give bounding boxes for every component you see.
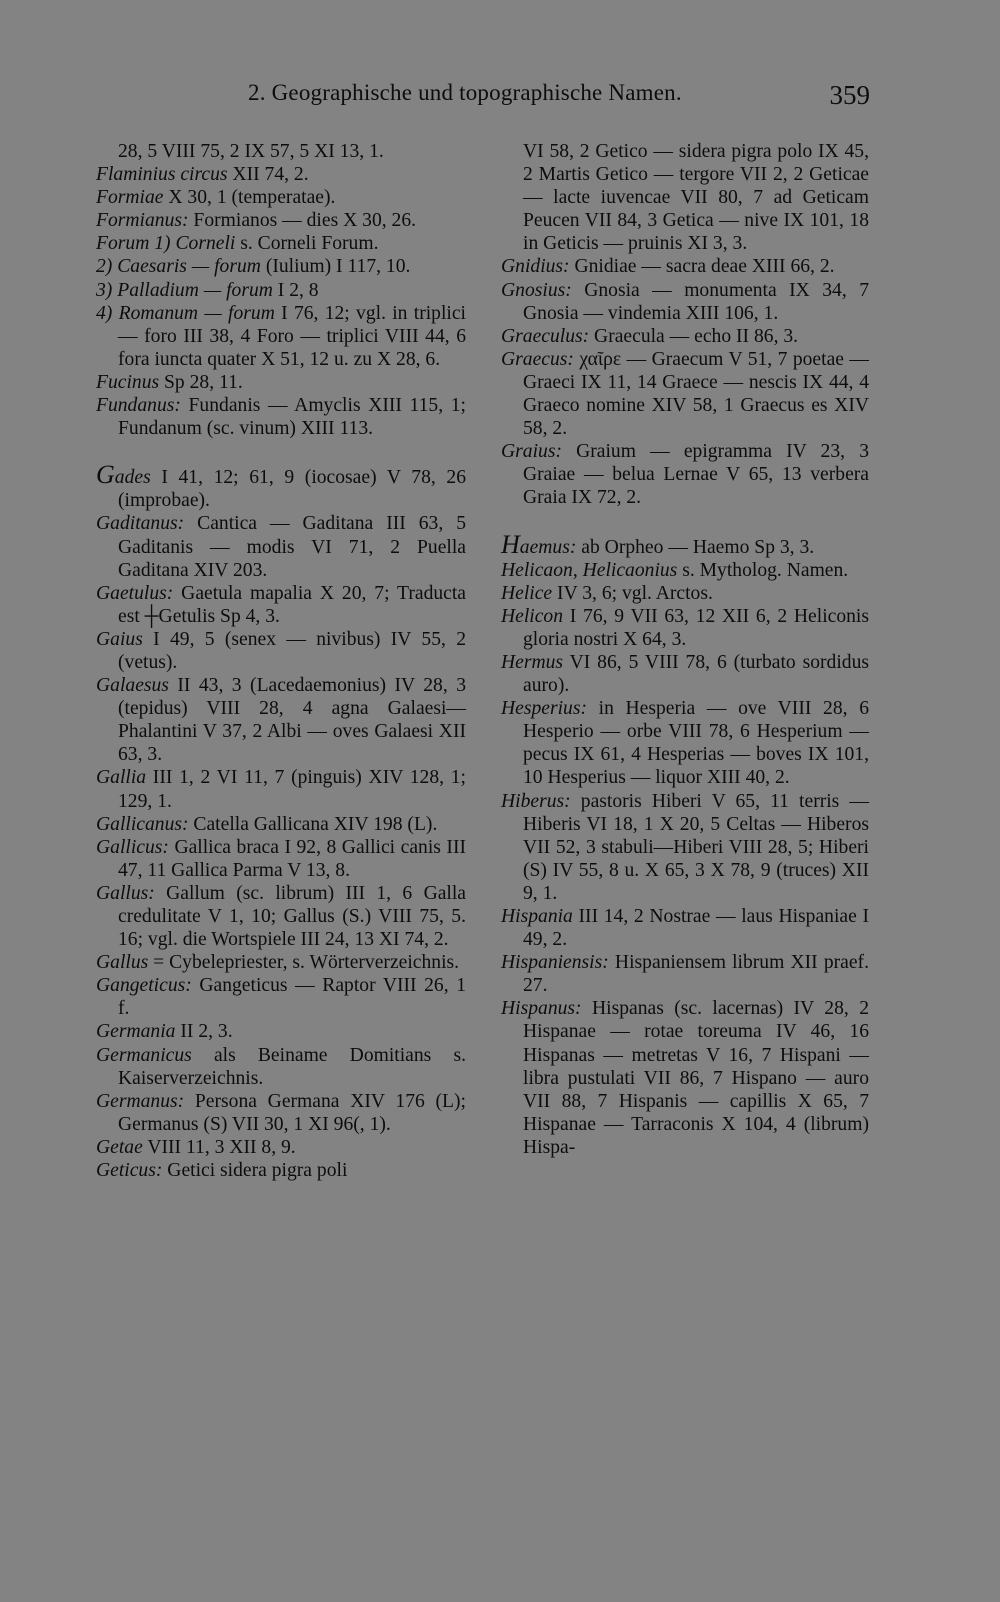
entry-headword: 4) Romanum — forum [96,302,275,324]
entry-headword: Gangeticus: [96,975,192,997]
entry-headword: aemus: [519,536,577,558]
entry-headword: Helice [501,582,553,604]
entry-headword: Hesperius: [501,698,587,720]
entry-headword: Fundanus: [96,395,181,417]
entry-headword: Flaminius circus [96,164,228,186]
index-entry [501,348,869,440]
entry-headword: Gallia [96,767,147,789]
entry-text: Gaetula mapalia X 20, 7; Traducta est ┼Getulis Sp 4, 3. [118,582,466,627]
index-entry [96,836,466,882]
entry-headword: Germanus: [96,1090,185,1112]
entry-text: IV 3, 6; vgl. Arctos. [552,582,713,604]
entry-headword: Formiae [96,187,164,209]
entry-headword: Gallicanus: [96,813,189,835]
index-entry [96,1090,466,1136]
index-entry [501,279,869,325]
entry-text: I 41, 12; 61, 9 (iocosae) V 78, 26 (improbae). [118,467,466,512]
entry-text: Cantica — Gaditana III 63, 5 Gaditanis — modis VI 71, 2 Puella Gaditana XIV 203. [118,513,466,581]
index-entry [96,813,466,836]
running-title: 2. Geographische und topographische Namen. [248,80,682,105]
entry-text: ab Orpheo — Haemo Sp 3, 3. [576,536,815,558]
entry-text: Sp 28, 11. [159,371,243,393]
entry-text: X 30, 1 (temperatae). [163,187,336,209]
entry-text: I 76, 12; vgl. in triplici — foro III 38, 4 Foro — triplici VIII 44, 6 fora iuncta quater X 51, 12 u. zu X 28, 6. [118,302,466,370]
index-entry [501,605,869,651]
entry-headword: Forum 1) Corneli [96,233,236,255]
section-gap [96,440,466,463]
index-entry [501,529,869,559]
entry-text: Gallum (sc. librum) III 1, 6 Galla credulitate V 1, 10; Gallus (S.) VIII 75, 5. 16; vgl. die Wortspiele III 24, 13 XI 74, 2. [118,882,466,951]
left-column [96,140,466,1182]
entry-headword: Gallus: [96,882,155,904]
entry-text: VIII 11, 3 XII 8, 9. [142,1136,296,1158]
entry-headword: Graecus: [501,348,574,370]
index-entry [501,440,869,509]
entry-headword: Hispanus: [501,998,582,1020]
entry-text: (Iulium) I 117, 10. [260,256,411,278]
index-entry [96,232,466,255]
index-entry [96,1020,466,1043]
entry-text: III 1, 2 VI 11, 7 (pinguis) XIV 128, 1; 129, 1. [118,767,466,812]
entry-headword: Hermus [501,651,564,673]
entry-headword: Germania [96,1021,176,1043]
index-entry [96,1159,466,1182]
entry-headword: Helicaon, Helicaonius [501,559,678,581]
section-initial: G [96,460,115,490]
entry-text: Gallica braca I 92, 8 Gallici canis III 47, 11 Gallica Parma V 13, 8. [118,836,466,881]
index-entry [96,186,466,209]
entry-text: s. Mytholog. Namen. [677,559,849,581]
entry-text: Hispaniensem librum XII praef. 27. [523,952,869,997]
entry-headword: Helicon [501,605,564,627]
entry-headword: Graius: [501,441,562,463]
entry-headword: Gaetulus: [96,582,174,604]
entry-text: I 76, 9 VII 63, 12 XII 6, 2 Heliconis gloria nostri X 64, 3. [523,605,869,650]
entry-headword: Graeculus: [501,325,590,347]
index-entry [501,651,869,697]
page-header [100,80,870,116]
index-entry [96,394,466,440]
index-entry [96,512,466,581]
index-entry [96,302,466,371]
index-entry [501,559,869,582]
entry-headword: Hiberus: [501,790,571,812]
page-number: 359 [829,80,870,110]
entry-text: VI 58, 2 Getico — sidera pigra polo IX 45, 2 Martis Getico — tergore VII 2, 2 Geticae — lacte iuvencae VII 80, 7 ad Geticam Peucen VII 84, 3 Getica — nive IX 101, 18 in Geticis — pruinis XI 3, 3. [523,141,869,255]
entry-text: 28, 5 VIII 75, 2 IX 57, 5 XI 13, 1. [118,141,384,162]
entry-headword: Formianus: [96,210,189,232]
index-entry [96,766,466,812]
entry-text: Fundanis — Amyclis XIII 115, 1; Fundanum (sc. vinum) XIII 113. [118,395,466,440]
section-initial: H [501,529,520,559]
index-entry [96,163,466,186]
entry-text: pastoris Hiberi V 65, 11 terris — Hiberis VI 18, 1 X 20, 5 Celtas — Hiberos VII 52, 3 stabuli—Hiberi VIII 28, 5; Hiberi (S) IV 55, 8 u. X 65, 3 X 78, 9 (truces) XII 9, 1. [523,790,869,904]
entry-text: Formianos — dies X 30, 26. [188,210,417,232]
entry-text: als Beiname Domitians s. Kaiserverzeichnis. [118,1044,466,1089]
entry-text: Graecula — echo II 86, 3. [589,325,799,347]
entry-headword: Geticus: [96,1160,163,1182]
entry-headword: Gaius [96,628,143,650]
entry-text: in Hesperia — ove VIII 28, 6 Hesperio — orbe VIII 78, 6 Hesperium — pecus IX 61, 4 Hesperias — boves IX 101, 10 Hesperius — liquor XIII 40, 2. [523,698,869,789]
index-entry [96,255,466,278]
index-entry [501,951,869,997]
entry-text: = Cybelepriester, s. Wörterverzeichnis. [148,952,460,974]
entry-text: Hispanas (sc. lacernas) IV 28, 2 Hispanae — rotae toreuma IV 46, 16 Hispanas — metretas V 16, 7 Hispani — libra pustulati VII 86, 7 Hispano — auro VII 88, 7 Hispanis — capillis X 65, 7 Hispanae — Tarraconis X 104, 4 (librum) Hispa- [523,998,869,1158]
entry-text: I 2, 8 [272,279,319,301]
index-entry-continuation [96,140,466,163]
entry-text: VI 86, 5 VIII 78, 6 (turbato sordidus auro). [523,651,869,697]
entry-headword: Gallus [96,952,149,974]
entry-text: χαῖρε — Graecum V 51, 7 poetae — Graeci IX 11, 14 Graece — nescis IX 44, 4 Graeco nomine XIV 58, 1 Graecus es XIV 58, 2. [523,348,869,440]
entry-text: II 43, 3 (Lacedaemonius) IV 28, 3 (tepidus) VIII 28, 4 agna Galaesi—Phalantini V 37, 2 Albi — oves Galaesi XII 63, 3. [118,675,466,766]
index-entry [96,951,466,974]
entry-text: I 49, 5 (senex — nivibus) IV 55, 2 (vetus). [118,628,466,673]
index-entry [501,255,869,278]
entry-text: III 14, 2 Nostrae — laus Hispaniae I 49, 2. [523,906,869,951]
entry-headword: ades [114,467,151,489]
entry-text: Graium — epigramma IV 23, 3 Graiae — belua Lernae V 65, 13 verbera Graia IX 72, 2. [523,441,869,509]
index-entry-continuation [501,140,869,255]
index-entry [96,674,466,766]
index-entry [96,1136,466,1159]
index-entry [96,582,466,628]
entry-headword: Gnidius: [501,256,570,278]
entry-headword: Getae [96,1136,143,1158]
section-gap [501,510,869,533]
entry-text: XII 74, 2. [227,164,309,186]
entry-headword: Gallicus: [96,836,169,858]
entry-headword: Hispaniensis: [501,952,609,974]
index-entry [96,882,466,951]
index-entry [501,905,869,951]
entry-text: Gnidiae — sacra deae XIII 66, 2. [569,256,835,278]
index-entry [96,974,466,1020]
entry-headword: Germanicus [96,1044,192,1066]
right-column [501,140,869,1159]
entry-text: Catella Gallicana XIV 198 (L). [188,813,438,835]
index-entry [96,279,466,302]
entry-headword: 2) Caesaris — forum [96,256,261,278]
index-entry [96,209,466,232]
entry-text: Getici sidera pigra poli [162,1160,348,1182]
entry-text: s. Corneli Forum. [235,233,379,255]
entry-headword: Galaesus [96,675,169,697]
index-entry [501,790,869,905]
index-entry [501,325,869,348]
index-entry [501,582,869,605]
entry-text: Gangeticus — Raptor VIII 26, 1 f. [118,975,466,1020]
index-entry [501,997,869,1159]
entry-headword: Gaditanus: [96,513,185,535]
index-entry [96,371,466,394]
entry-headword: Hispania [501,906,573,927]
entry-text: II 2, 3. [175,1021,233,1043]
index-entry [96,460,466,512]
entry-headword: Fucinus [96,371,160,393]
entry-text: Persona Germana XIV 176 (L); Germanus (S) VII 30, 1 XI 96(, 1). [118,1090,466,1135]
index-entry [501,697,869,789]
index-entry [96,628,466,674]
entry-headword: Gnosius: [501,279,572,301]
index-entry [96,1044,466,1090]
entry-headword: 3) Palladium — forum [96,279,273,301]
entry-text: Gnosia — monumenta IX 34, 7 Gnosia — vindemia XIII 106, 1. [523,279,869,324]
